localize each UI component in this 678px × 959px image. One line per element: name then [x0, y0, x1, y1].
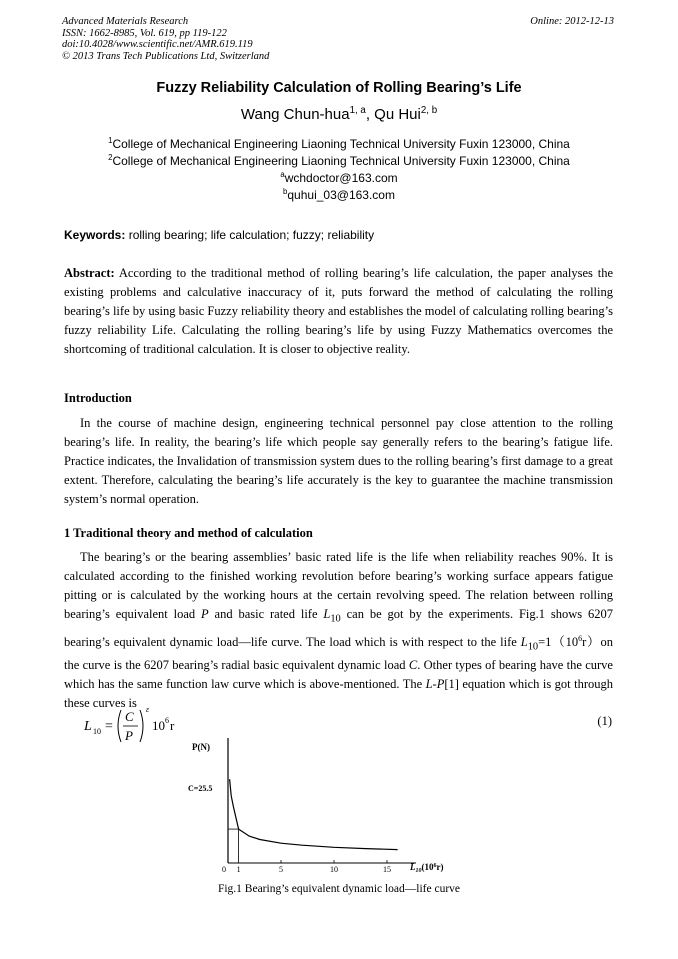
introduction-heading: Introduction	[64, 391, 132, 405]
s1-text-2: and basic rated life	[208, 607, 324, 621]
s1-var-lp: L-P	[425, 677, 445, 692]
chart-y-label: P(N)	[192, 742, 210, 752]
s1-var-p: P	[201, 607, 209, 621]
online-date: Online: 2012-12-13	[530, 16, 614, 27]
eq-rhs-unit: r	[170, 718, 175, 733]
email-a-text: wchdoctor@163.com	[284, 171, 398, 185]
keywords-text: rolling bearing; life calculation; fuzzy; reliability	[125, 228, 375, 242]
eq-denominator: P	[125, 728, 133, 743]
chart-c-label: C=25.5	[188, 784, 213, 793]
equation-1-svg	[84, 706, 194, 746]
s1-var-l10-b: L	[520, 634, 528, 649]
eq-rhs-sup: 6	[165, 716, 169, 725]
s1-text-6: . Other types of bearing have the curve which has the same function law curve which is above-mentioned. The	[64, 658, 613, 692]
chart-x-ticks	[222, 860, 391, 874]
s1-text-7: [1] equation which is got through these curves is	[64, 677, 613, 711]
abstract-label: Abstract:	[64, 266, 115, 280]
author-1: Wang Chun-hua	[240, 106, 350, 123]
section1-text	[64, 548, 613, 713]
chart-series-curve	[230, 779, 398, 849]
eq-right-paren	[140, 710, 143, 742]
author-2: Qu Hui	[374, 106, 421, 123]
introduction-text: In the course of machine design, engineering technical personnel pay close attention to the rolling bearing’s life. In reality, the bearing’s life which people say generally refers to the bearing’s fatigue life. Practice indicates, the Invalidation of transmission system dues to the rolling bearing’s first damage to a great extent. Therefore, calculating the bearing’s life accurately is the key to guarantee the machine transmission system’s normal operation.	[64, 416, 613, 506]
figure-caption: Fig.1 Bearing’s equivalent dynamic load—life curve	[217, 883, 461, 895]
affiliation-1	[0, 136, 678, 151]
s1-text-5: r）on the curve is the 6207 bearing’s radial basic equivalent dynamic load	[64, 634, 613, 673]
abstract	[64, 264, 613, 359]
eq-numerator: C	[125, 709, 134, 724]
author-line	[0, 105, 678, 123]
eq-lhs: L	[84, 719, 92, 734]
eq-left-paren	[118, 710, 121, 742]
s1-text-1: The bearing’s or the bearing assemblies’ basic rated life is the life when reliability reaches 90%. It is calculated according to the finished working revolution before bearing’s working surface appears fatigue pitting or is calculated by the working hours at the certain revolving speed. The relation between rolling bearing’s equivalent load	[64, 550, 613, 621]
author-2-sup: 2, b	[420, 105, 438, 116]
abstract-text: According to the traditional method of rolling bearing’s life calculation, the paper analyses the existing problems and calculative inaccuracy of it, puts forward the method of calculating the rolling bearing’s life by using basic Fuzzy reliability theory and establishes the model of calculating rolling bearing’s fuzzy reliability Life. Calculating the rolling bearing’s life by using Fuzzy Mathematics overcomes the shortcoming of traditional calculation. It is closer to objective reality.	[64, 266, 613, 356]
paper-title: Fuzzy Reliability Calculation of Rolling Bearing’s Life	[156, 80, 522, 96]
journal-name: Advanced Materials Research	[62, 16, 189, 27]
s1-var-l10-sub: 10	[330, 613, 341, 625]
issn-line: ISSN: 1662-8985, Vol. 619, pp 119-122	[62, 27, 227, 39]
s1-var-l10: L	[323, 607, 331, 621]
eq-equals: =	[105, 719, 113, 734]
email-b-text: quhui_03@163.com	[287, 188, 395, 202]
doi-line: doi:10.4028/www.scientific.net/AMR.619.119	[62, 39, 253, 50]
affiliation-2-sup: 2	[108, 153, 113, 162]
affiliation-2-text: College of Mechanical Engineering Liaoning Technical University Fuxin 123000, China	[112, 154, 570, 168]
chart-x-tick-label: 5	[279, 865, 283, 874]
affiliation-2	[0, 153, 678, 168]
chart-x-tick-label: 10	[330, 865, 338, 874]
s1-var-c: C	[408, 658, 418, 673]
copyright-line: © 2013 Trans Tech Publications Ltd, Switzerland	[62, 50, 270, 62]
keywords-label: Keywords:	[64, 228, 126, 242]
eq-rhs: 10	[152, 718, 165, 733]
email-b-sup: b	[283, 187, 288, 196]
email-b	[0, 187, 678, 202]
author-1-sup: 1, a	[349, 105, 366, 116]
affiliation-1-text: College of Mechanical Engineering Liaoning Technical University Fuxin 123000, China	[112, 137, 570, 151]
eq-exponent: ε	[146, 706, 150, 714]
section1-heading: 1 Traditional theory and method of calculation	[64, 526, 313, 540]
s1-var-l10-b-sub: 10	[527, 641, 539, 653]
affiliation-1-sup: 1	[108, 136, 113, 145]
equation-1	[84, 706, 194, 750]
chart-x-tick-label: 0	[222, 865, 226, 874]
chart-x-label: $L_{10}(10^6r)$	[410, 862, 444, 874]
figure-1	[180, 734, 460, 881]
email-a	[0, 170, 678, 185]
eq-lhs-sub: 10	[93, 727, 101, 736]
s1-sup6: 6	[578, 633, 583, 643]
journal-header	[62, 16, 269, 62]
email-a-sup: a	[280, 170, 285, 179]
chart-x-tick-label: 1	[236, 865, 241, 874]
author-separator: ,	[365, 106, 375, 123]
load-life-chart	[180, 734, 460, 876]
equation-number: (1)	[597, 714, 612, 728]
chart-x-tick-label: 15	[383, 865, 391, 874]
s1-text-3: can be got by the experiments. Fig.1 shows 6207 bearing’s equivalent dynamic load—life curve. The load which is with respect to the life	[64, 607, 613, 649]
s1-text-4: =1（10	[538, 634, 579, 649]
keywords	[64, 228, 374, 242]
